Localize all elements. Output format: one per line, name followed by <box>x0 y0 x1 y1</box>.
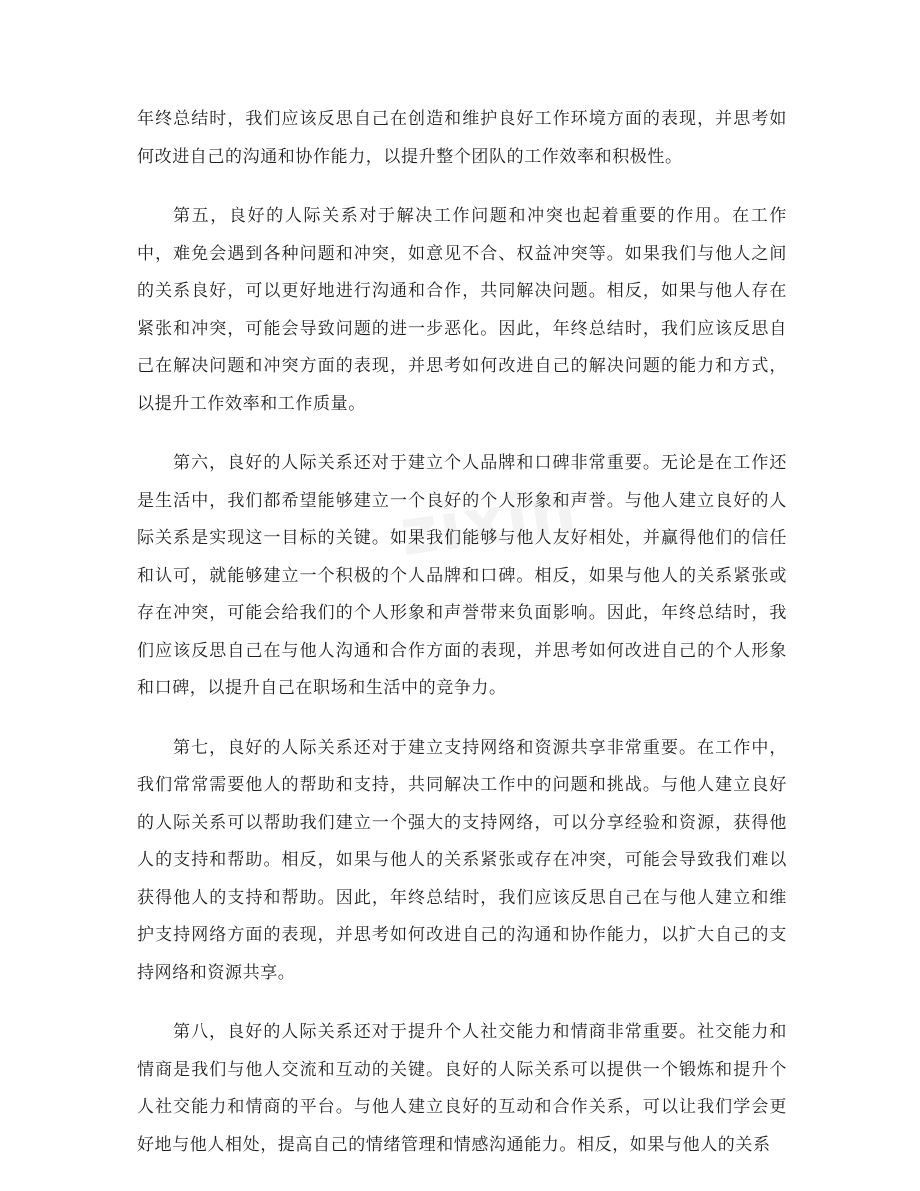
paragraph-fifth: 第五，良好的人际关系对于解决工作问题和冲突也起着重要的作用。在工作中，难免会遇到各种问题和冲突，如意见不合、权益冲突等。如果我们与他人之间的关系良好，可以更好地进行沟通和合作，共同解决问题。相反，如果与他人存在紧张和冲突，可能会导致问题的进一步恶化。因此，年终总结时，我们应该反思自己在解决问题和冲突方面的表现，并思考如何改进自己的解决问题的能力和方式，以提升工作效率和工作质量。 <box>137 206 787 414</box>
paragraph-eighth: 第八，良好的人际关系还对于提升个人社交能力和情商非常重要。社交能力和情商是我们与他人交流和互动的关键。良好的人际关系可以提供一个锻炼和提升个人社交能力和情商的平台。与他人建立良好的互动和合作关系，可以让我们学会更好地与他人相处，提高自己的情绪管理和情感沟通能力。相反，如果与他人的关系 <box>137 1022 787 1155</box>
watermark: zixin <box>395 472 583 572</box>
paragraph-sixth: 第六，良好的人际关系还对于建立个人品牌和口碑非常重要。无论是在工作还是生活中，我们都希望能够建立一个良好的个人形象和声誉。与他人建立良好的人际关系是实现这一目标的关键。如果我们能够与他人友好相处，并赢得他们的信任和认可，就能够建立一个积极的个人品牌和口碑。相反，如果与他人的关系紧张或存在冲突，可能会给我们的个人形象和声誉带来负面影响。因此，年终总结时，我们应该反思自己在与他人沟通和合作方面的表现，并思考如何改进自己的个人形象和口碑，以提升自己在职场和生活中的竞争力。 <box>137 453 787 698</box>
paragraph-seventh: 第七，良好的人际关系还对于建立支持网络和资源共享非常重要。在工作中，我们常常需要他人的帮助和支持，共同解决工作中的问题和挑战。与他人建立良好的人际关系可以帮助我们建立一个强大的支持网络，可以分享经验和资源，获得他人的支持和帮助。相反，如果与他人的关系紧张或存在冲突，可能会导致我们难以获得他人的支持和帮助。因此，年终总结时，我们应该反思自己在与他人建立和维护支持网络方面的表现，并思考如何改进自己的沟通和协作能力，以扩大自己的支持网络和资源共享。 <box>137 737 787 983</box>
document-body <box>137 101 787 1186</box>
paragraph-continuation: 年终总结时，我们应该反思自己在创造和维护良好工作环境方面的表现，并思考如何改进自己的沟通和协作能力，以提升整个团队的工作效率和积极性。 <box>137 109 787 167</box>
